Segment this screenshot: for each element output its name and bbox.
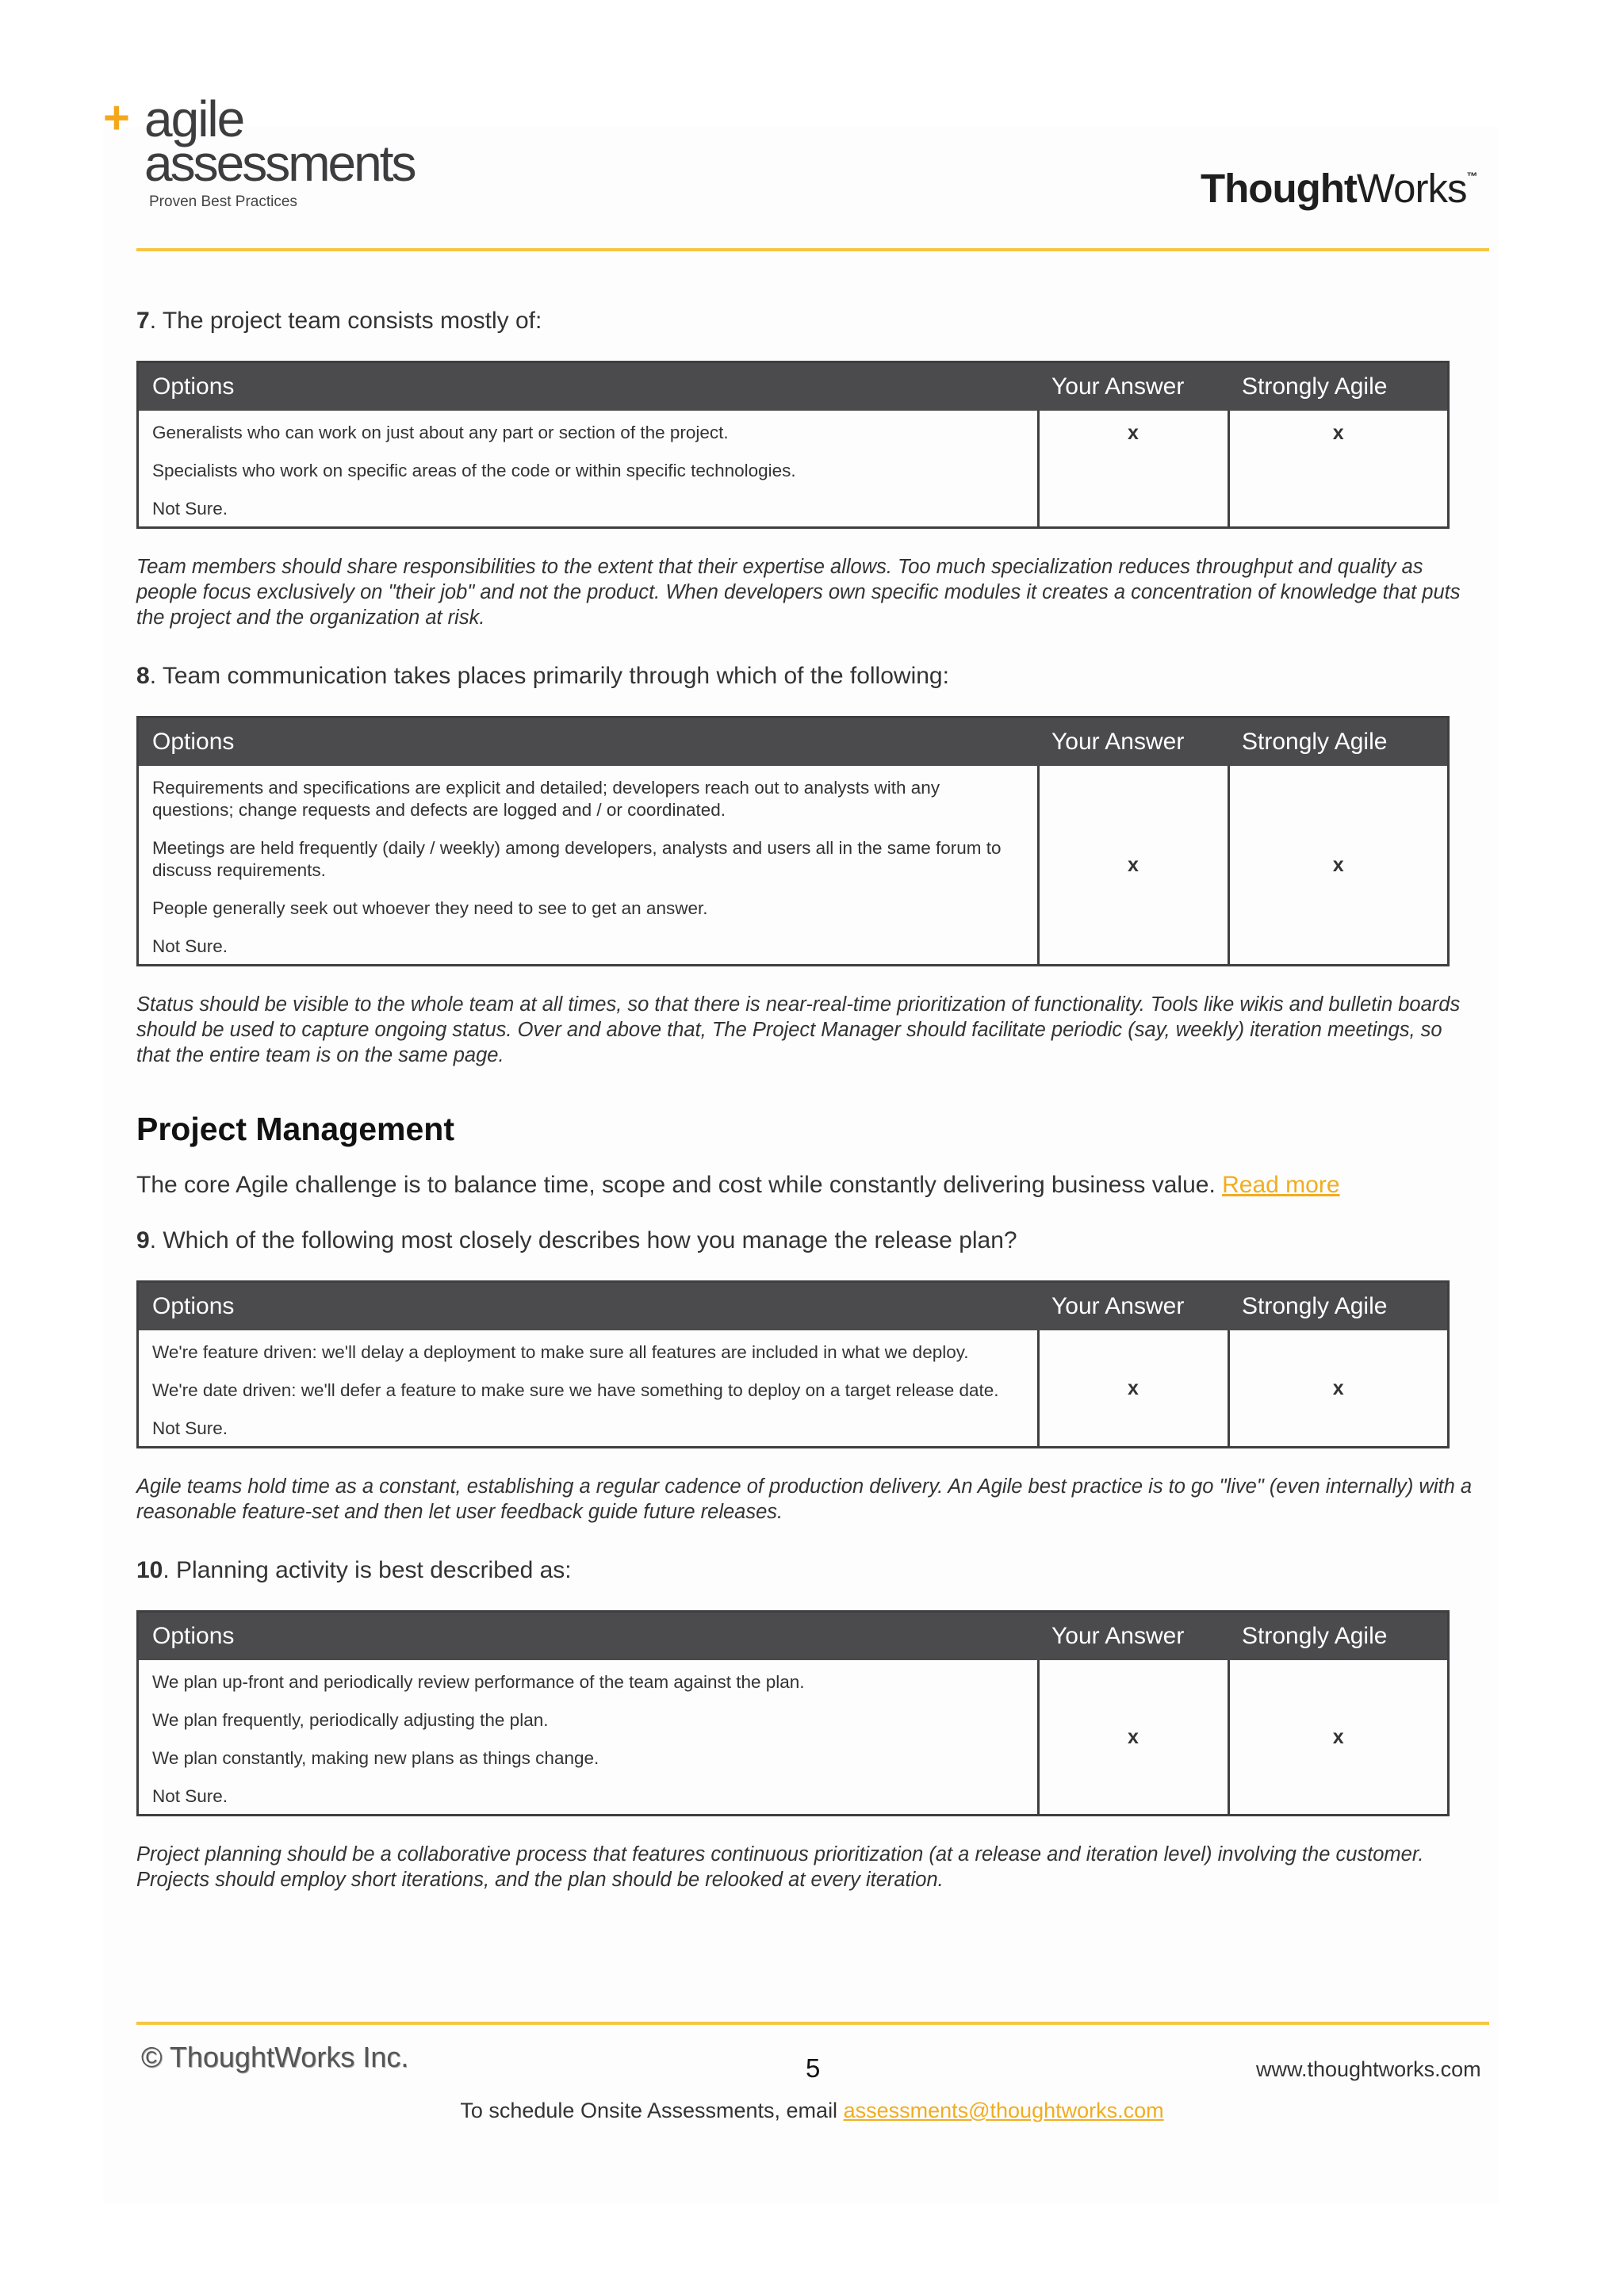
options-table-q10 <box>136 1610 1450 1816</box>
explanation-note: Team members should share responsibilities to the extent that their expertise allows. Too much specialization reduces throughput and quality as people focus exclusively on "their job" and not the product. When developers own specific modules it creates a concentration of knowledge that puts the project and the organization at risk. <box>136 556 1461 629</box>
options-cell <box>138 411 1039 528</box>
options-table-q7 <box>136 361 1450 529</box>
website: www.thoughtworks.com <box>1256 2057 1481 2081</box>
table-row <box>138 1660 1449 1816</box>
col-your-answer: Your Answer <box>1038 1612 1228 1661</box>
col-strongly-agile: Strongly Agile <box>1228 718 1449 767</box>
explanation-note: Agile teams hold time as a constant, establishing a regular cadence of production delivery. An Agile best practice is to go "live" (even internally) with a reasonable feature-set and then let user feedback guide future releases. <box>136 1475 1473 1523</box>
header-divider <box>136 248 1489 251</box>
question-text: . Which of the following most closely describes how you manage the release plan? <box>149 1227 1017 1253</box>
col-options: Options <box>138 1612 1039 1661</box>
option-item: Not Sure. <box>152 936 228 956</box>
col-your-answer: Your Answer <box>1038 1282 1228 1331</box>
option-item: We're feature driven: we'll delay a deployment to make sure all features are included in what we deploy. <box>152 1342 969 1362</box>
main-content <box>136 305 1477 1923</box>
option-item: We plan up-front and periodically review performance of the team against the plan. <box>152 1672 805 1692</box>
question-10 <box>136 1555 1477 1586</box>
logo-word-bold: Thought <box>1201 166 1357 211</box>
option-item: Requirements and specifications are explicit and detailed; developers reach out to analysts with any questions; change requests and defects are logged and / or coordinated. <box>152 778 940 820</box>
explanation-note: Project planning should be a collaborative process that features continuous prioritization (at a release and iteration level) involving the customer. Projects should employ short iterations, and the plan should be relooked at every iteration. <box>136 1843 1424 1891</box>
trademark: ™ <box>1466 170 1477 182</box>
question-number: 8 <box>136 663 150 689</box>
section-title: Project Management <box>136 1111 454 1147</box>
table-row <box>138 766 1449 966</box>
col-strongly-agile: Strongly Agile <box>1228 1612 1449 1661</box>
option-item: People generally seek out whoever they need to see to get an answer. <box>152 898 708 918</box>
intro-text: The core Agile challenge is to balance time, scope and cost while constantly delivering business value. <box>136 1172 1216 1198</box>
strongly-agile-mark: x <box>1228 766 1449 966</box>
table-header-row <box>138 718 1449 767</box>
option-item: Not Sure. <box>152 499 228 519</box>
question-9 <box>136 1225 1477 1257</box>
explanation-note: Status should be visible to the whole team at all times, so that there is near-real-time prioritization of functionality. Tools like wikis and bulletin boards should be used to capture ongoing status. Over and above that, The Project Manager should facilitate periodic (say, weekly) iteration meetings, so that the entire team is on the same page. <box>136 993 1461 1066</box>
table-header-row <box>138 362 1449 411</box>
question-7 <box>136 305 1477 337</box>
col-your-answer: Your Answer <box>1038 718 1228 767</box>
section-intro <box>136 1169 1477 1201</box>
options-cell <box>138 1330 1039 1448</box>
footer-divider <box>136 2022 1489 2025</box>
copyright: © ThoughtWorks Inc. <box>141 2041 409 2073</box>
table-row <box>138 411 1449 528</box>
question-8 <box>136 660 1477 692</box>
options-cell <box>138 1660 1039 1816</box>
col-your-answer: Your Answer <box>1038 362 1228 411</box>
question-number: 9 <box>136 1227 150 1253</box>
option-item: Not Sure. <box>152 1786 228 1806</box>
your-answer-mark: x <box>1038 411 1228 528</box>
col-options: Options <box>138 1282 1039 1331</box>
question-text: . Team communication takes places primarily through which of the following: <box>149 663 949 689</box>
option-item: Generalists who can work on just about any part or section of the project. <box>152 423 729 442</box>
your-answer-mark: x <box>1038 1330 1228 1448</box>
schedule-line <box>0 2099 1624 2123</box>
option-item: We're date driven: we'll defer a feature to make sure we have something to deploy on a target release date. <box>152 1380 999 1400</box>
col-options: Options <box>138 362 1039 411</box>
table-row <box>138 1330 1449 1448</box>
your-answer-mark: x <box>1038 1660 1228 1816</box>
page-number: 5 <box>806 2053 821 2083</box>
logo-line1: agile <box>144 90 244 147</box>
schedule-text: To schedule Onsite Assessments, email <box>460 2099 844 2122</box>
question-number: 7 <box>136 308 150 334</box>
table-header-row <box>138 1282 1449 1331</box>
col-strongly-agile: Strongly Agile <box>1228 362 1449 411</box>
logo-word-light: Works <box>1356 166 1467 211</box>
strongly-agile-mark: x <box>1228 1330 1449 1448</box>
option-item: We plan frequently, periodically adjusting the plan. <box>152 1710 549 1730</box>
question-text: . The project team consists mostly of: <box>149 308 542 334</box>
col-strongly-agile: Strongly Agile <box>1228 1282 1449 1331</box>
logo-tagline: Proven Best Practices <box>149 193 297 210</box>
email-link[interactable]: assessments@thoughtworks.com <box>843 2099 1164 2122</box>
option-item: We plan constantly, making new plans as things change. <box>152 1748 599 1768</box>
read-more-link[interactable]: Read more <box>1222 1172 1340 1198</box>
option-item: Specialists who work on specific areas of the code or within specific technologies. <box>152 461 796 480</box>
col-options: Options <box>138 718 1039 767</box>
options-table-q9 <box>136 1280 1450 1448</box>
options-table-q8 <box>136 716 1450 966</box>
table-header-row <box>138 1612 1449 1661</box>
question-number: 10 <box>136 1557 163 1583</box>
logo-line2: assessments <box>144 135 415 192</box>
option-item: Not Sure. <box>152 1418 228 1438</box>
plus-icon: + <box>103 92 130 144</box>
options-cell <box>138 766 1039 966</box>
option-item: Meetings are held frequently (daily / weekly) among developers, analysts and users all in the same forum to discuss requirements. <box>152 838 1002 880</box>
your-answer-mark: x <box>1038 766 1228 966</box>
strongly-agile-mark: x <box>1228 1660 1449 1816</box>
strongly-agile-mark: x <box>1228 411 1449 528</box>
thoughtworks-logo <box>1201 168 1477 209</box>
question-text: . Planning activity is best described as: <box>163 1557 572 1583</box>
